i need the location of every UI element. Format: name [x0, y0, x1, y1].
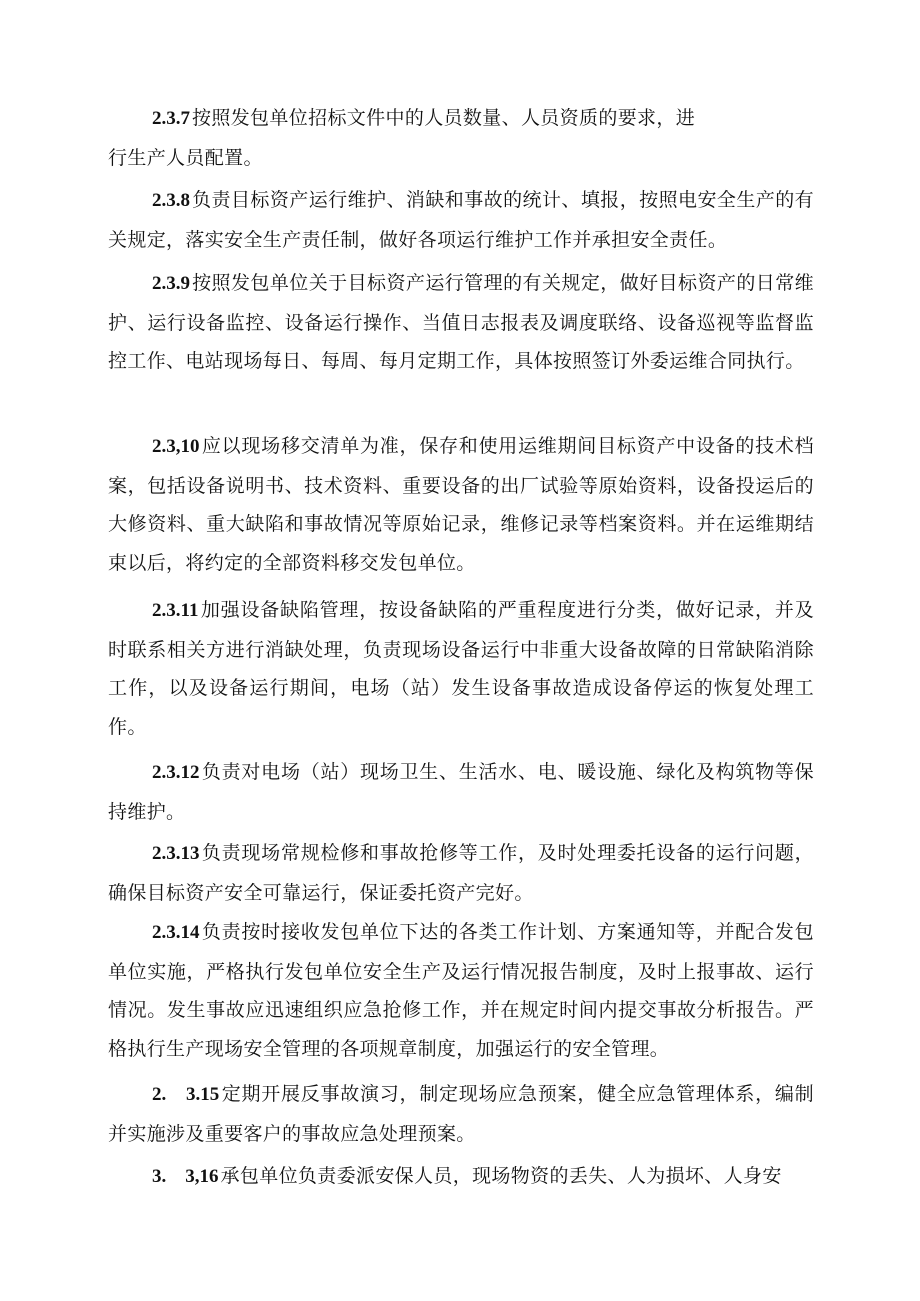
clause-number: 2. 3.15	[152, 1084, 220, 1105]
paragraph-2-3-10	[108, 427, 814, 582]
clause-text: 加强设备缺陷管理，按设备缺陷的严重程度进行分类，做好记录，并及时联系相关方进行消缺处理，负责现场设备运行中非重大设备故障的日常缺陷消除工作，以及设备运行期间，电场（站）发生设备事故造成设备停运的恢复处理工作。	[108, 599, 814, 738]
clause-number: 2.3.12	[152, 762, 200, 783]
clause-text: 负责目标资产运行维护、消缺和事故的统计、填报，按照电安全生产的有关规定，落实安全生产责任制，做好各项运行维护工作并承担安全责任。	[108, 189, 814, 251]
paragraph-2-3-14	[108, 913, 814, 1068]
clause-number: 2.3.13	[152, 843, 200, 864]
paragraph-3-3-16	[108, 1157, 814, 1197]
paragraph-2-3-11	[108, 591, 814, 746]
clause-text: 按照发包单位招标文件中的人员数量、人员资质的要求，进	[192, 107, 696, 129]
paragraph-2-3-7	[108, 99, 814, 177]
clause-number: 2.3.9	[152, 273, 190, 294]
clause-number: 3. 3,16	[152, 1166, 219, 1187]
clause-number: 2.3.11	[152, 600, 199, 621]
paragraph-2-3-15	[108, 1075, 814, 1153]
paragraph-2-3-12	[108, 753, 814, 831]
clause-text: 负责现场常规检修和事故抢修等工作，及时处理委托设备的运行问题，确保目标资产安全可靠运行，保证委托资产完好。	[108, 842, 814, 904]
clause-text: 负责对电场（站）现场卫生、生活水、电、暖设施、绿化及构筑物等保持维护。	[108, 761, 814, 823]
clause-text: 应以现场移交清单为准，保存和使用运维期间目标资产中设备的技术档案，包括设备说明书、技术资料、重要设备的出厂试验等原始资料，设备投运后的大修资料、重大缺陷和事故情况等原始记录，维修记录等档案资料。并在运维期结束以后，将约定的全部资料移交发包单位。	[108, 435, 814, 574]
paragraph-2-3-13	[108, 834, 814, 912]
clause-text: 承包单位负责委派安保人员，现场物资的丢失、人为损坏、人身安	[220, 1165, 782, 1187]
clause-number: 2.3.7	[152, 108, 190, 129]
clause-number: 2.3.8	[152, 190, 190, 211]
clause-text-continuation: 行生产人员配置。	[108, 146, 263, 169]
paragraph-2-3-8	[108, 181, 814, 259]
clause-text: 负责按时接收发包单位下达的各类工作计划、方案通知等，并配合发包单位实施，严格执行发包单位安全生产及运行情况报告制度，及时上报事故、运行情况。发生事故应迅速组织应急抢修工作，并在规定时间内提交事故分析报告。严格执行生产现场安全管理的各项规章制度，加强运行的安全管理。	[108, 921, 814, 1060]
clause-number: 2.3.14	[152, 922, 200, 943]
clause-text: 按照发包单位关于目标资产运行管理的有关规定，做好目标资产的日常维护、运行设备监控、设备运行操作、当值日志报表及调度联络、设备巡视等监督监控工作、电站现场每日、每周、每月定期工作，具体按照签订外委运维合同执行。	[108, 272, 814, 373]
clause-text: 定期开展反事故演习，制定现场应急预案，健全应急管理体系，编制并实施涉及重要客户的事故应急处理预案。	[108, 1083, 814, 1145]
paragraph-2-3-9	[108, 264, 814, 381]
clause-number: 2.3,10	[152, 436, 200, 457]
